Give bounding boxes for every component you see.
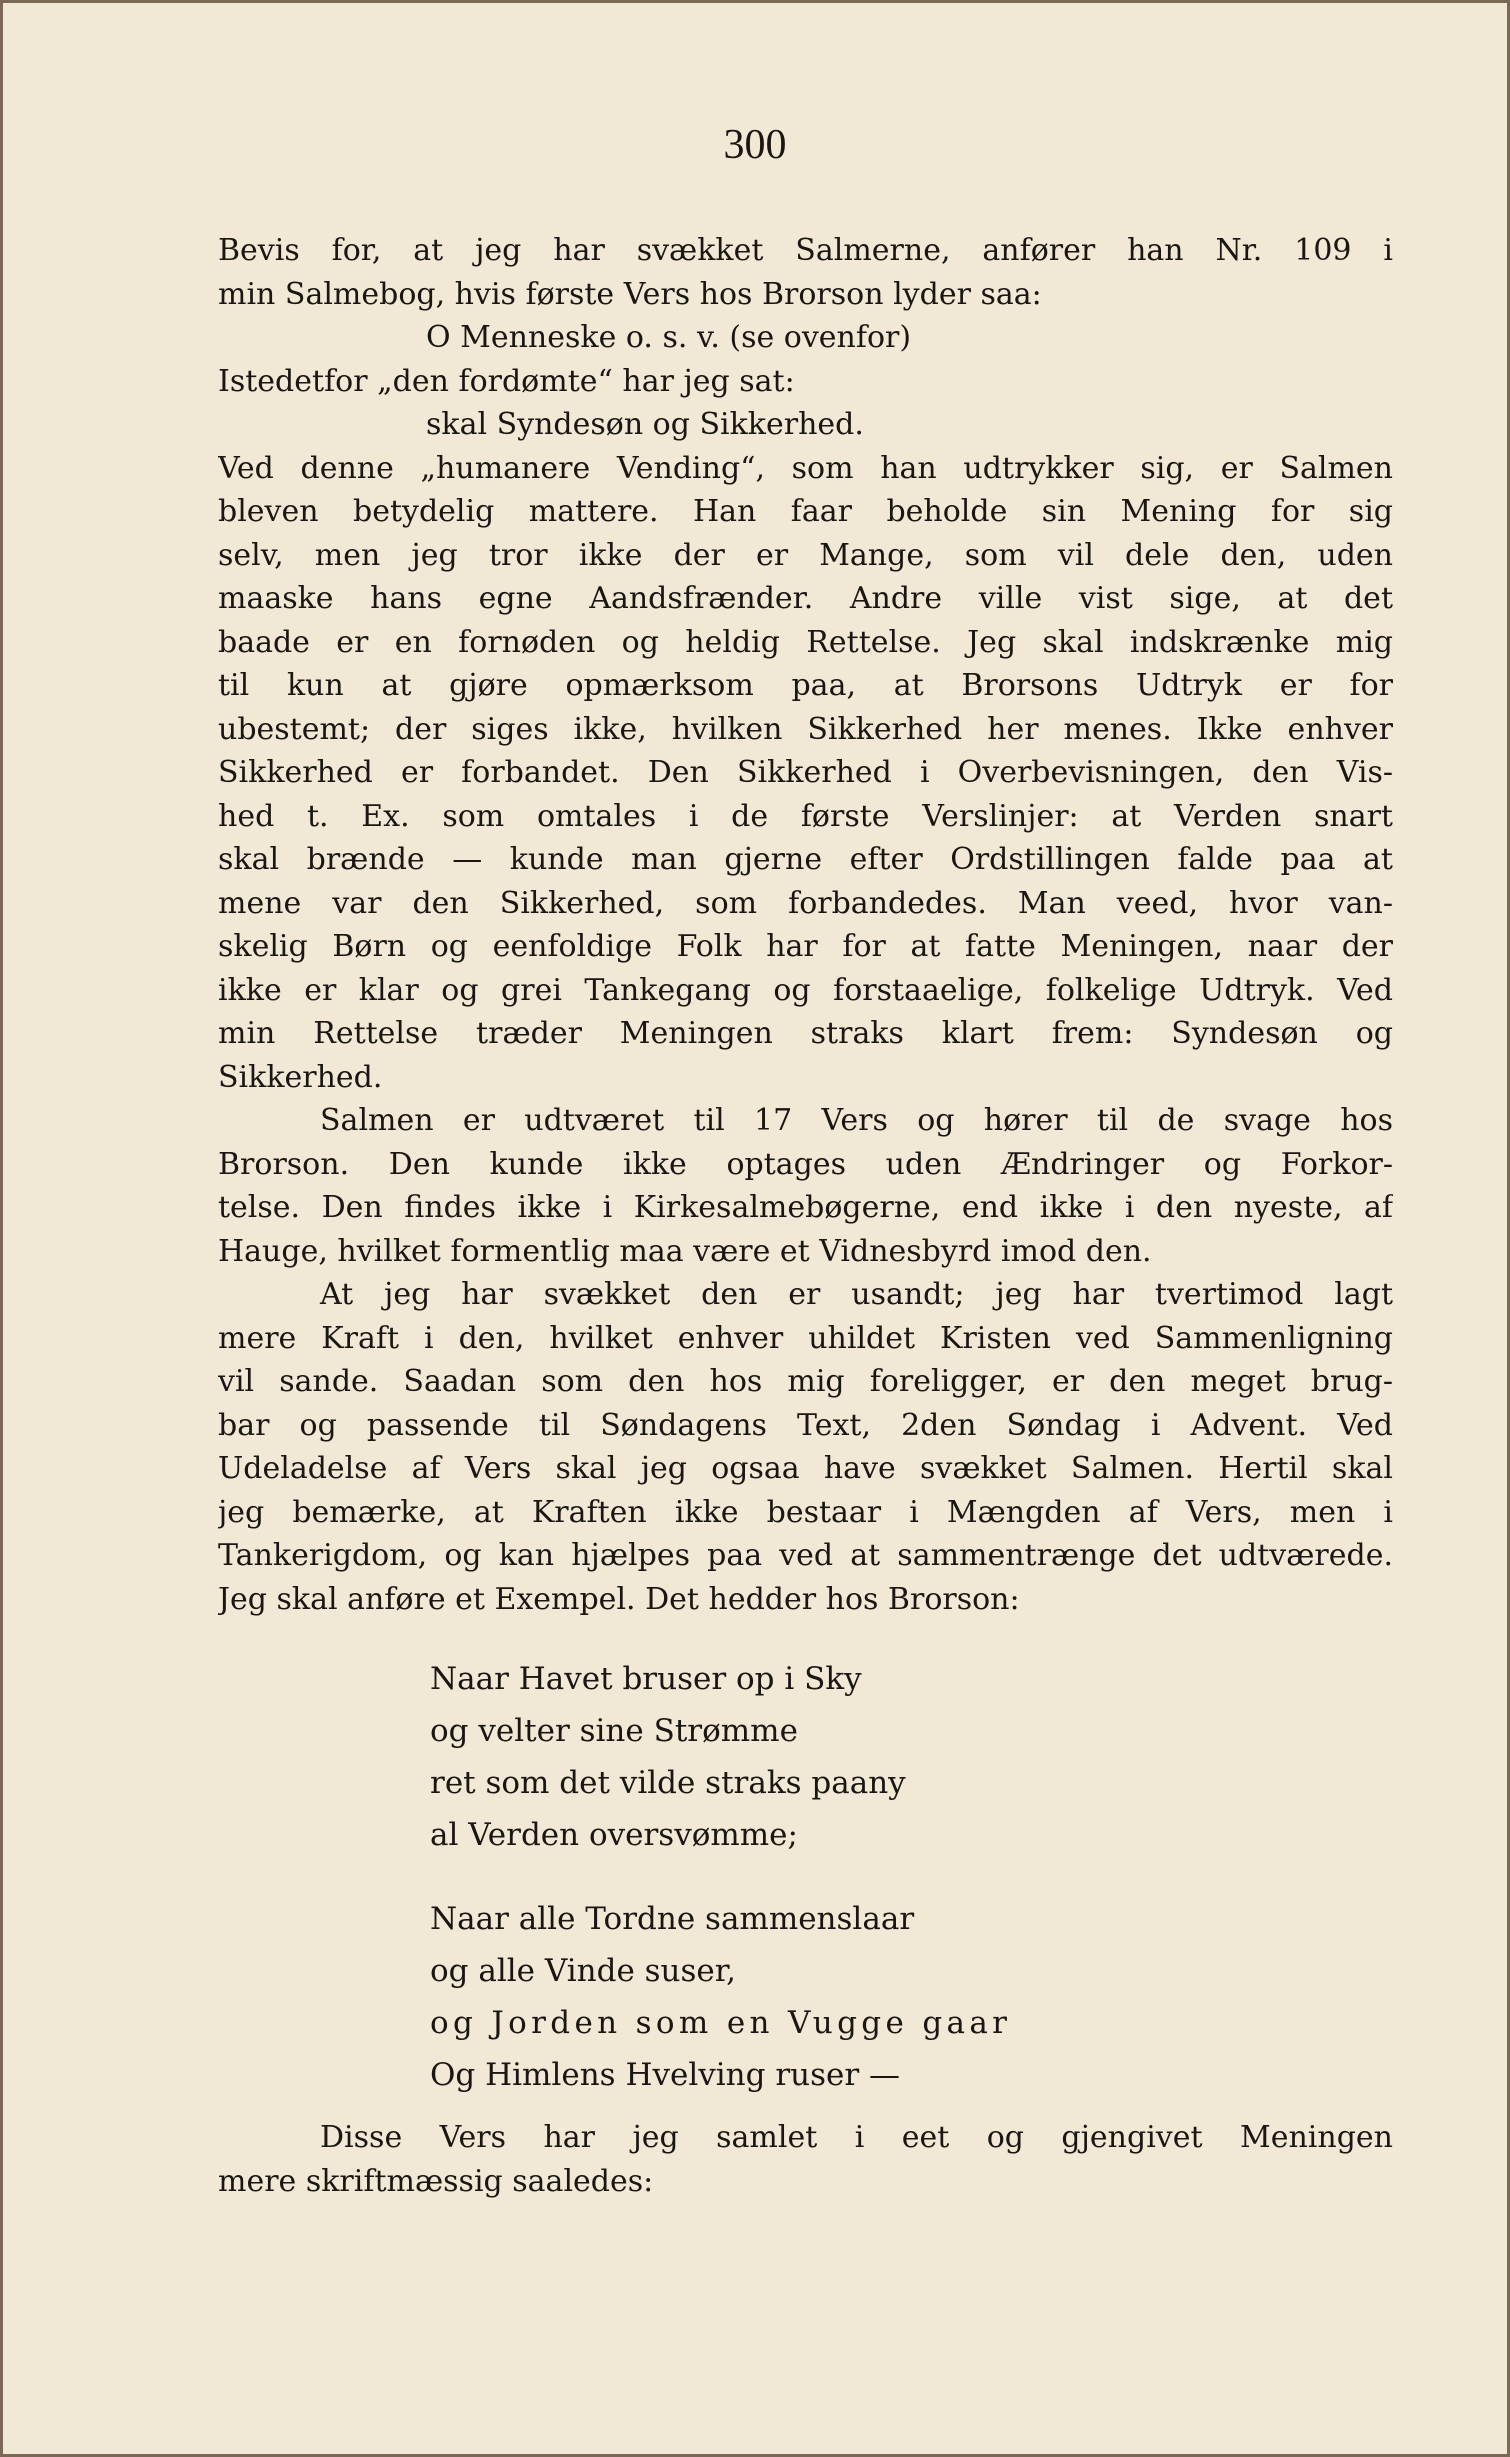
body-text	[218, 229, 1393, 1621]
text-line: mene var den Sikkerhed, som forbandedes. Man veed, hvor van-	[218, 885, 1393, 921]
text-line: mere Kraft i den, hvilket enhver uhildet Kristen ved Sammenligning	[218, 1320, 1393, 1356]
verse-line: og alle Vinde suser,	[430, 1953, 737, 1989]
page-number: 300	[723, 122, 787, 168]
text-line: Tankerigdom, og kan hjælpes paa ved at sammentrænge det udtværede.	[218, 1538, 1393, 1573]
text-line: Hauge, hvilket formentlig maa være et Vidnesbyrd imod den.	[218, 1233, 1152, 1269]
quoted-line: O Menneske o. s. v. (se ovenfor)	[426, 320, 912, 355]
verse-line: Naar alle Tordne sammenslaar	[430, 1901, 915, 1937]
text-line: Ved denne „humanere Vending“, som han udtrykker sig, er Salmen	[218, 450, 1393, 486]
text-line: selv, men jeg tror ikke der er Mange, som vil dele den, uden	[218, 537, 1393, 573]
text-line: min Salmebog, hvis første Vers hos Brorson lyder saa:	[218, 276, 1042, 312]
text-line: Udeladelse af Vers skal jeg ogsaa have svækket Salmen. Hertil skal	[218, 1451, 1393, 1486]
text-line: hed t. Ex. som omtales i de første Verslinjer: at Verden snart	[218, 798, 1393, 834]
text-line: At jeg har svækket den er usandt; jeg har tvertimod lagt	[320, 1277, 1393, 1312]
text-line: baade er en fornøden og heldig Rettelse. Jeg skal indskrænke mig	[218, 624, 1393, 660]
text-line: Istedetfor „den fordømte“ har jeg sat:	[218, 363, 795, 399]
text-line: til kun at gjøre opmærksom paa, at Brorsons Udtryk er for	[218, 668, 1393, 703]
text-line: min Rettelse træder Meningen straks klart frem: Syndesøn og	[218, 1016, 1393, 1051]
text-line: ubestemt; der siges ikke, hvilken Sikkerhed her menes. Ikke enhver	[218, 711, 1393, 747]
verse-stanza	[430, 1893, 1011, 2101]
verse-line: ret som det vilde straks paany	[430, 1765, 906, 1801]
text-line: bar og passende til Søndagens Text, 2den Søndag i Advent. Ved	[218, 1407, 1393, 1443]
text-line: Bevis for, at jeg har svækket Salmerne, anfører han Nr. 109 i	[218, 233, 1393, 268]
verse-stanza	[430, 1653, 906, 1861]
text-line: bleven betydelig mattere. Han faar beholde sin Mening for sig	[218, 494, 1393, 529]
verse-line: og Jorden som en Vugge gaar	[430, 2005, 1012, 2041]
text-line: skelig Børn og eenfoldige Folk har for at fatte Meningen, naar der	[218, 929, 1393, 964]
closing-text	[218, 2116, 1393, 2203]
text-line: Sikkerhed er forbandet. Den Sikkerhed i Overbevisningen, den Vis-	[218, 755, 1393, 790]
text-line: ikke er klar og grei Tankegang og forstaaelige, folkelige Udtryk. Ved	[218, 972, 1393, 1008]
text-line: Salmen er udtværet til 17 Vers og hører til de svage hos	[320, 1103, 1393, 1138]
text-line: Brorson. Den kunde ikke optages uden Ændringer og Forkor-	[218, 1146, 1393, 1182]
text-line: vil sande. Saadan som den hos mig foreligger, er den meget brug-	[218, 1364, 1393, 1399]
text-line: skal brænde — kunde man gjerne efter Ordstillingen falde paa at	[218, 842, 1393, 877]
verse-line: Naar Havet bruser op i Sky	[430, 1661, 862, 1697]
text-line: jeg bemærke, at Kraften ikke bestaar i Mængden af Vers, men i	[218, 1494, 1393, 1530]
quoted-line: skal Syndesøn og Sikkerhed.	[426, 407, 864, 442]
text-line: Disse Vers har jeg samlet i eet og gjengivet Meningen	[320, 2120, 1393, 2155]
verse-line: Og Himlens Hvelving ruser —	[430, 2057, 901, 2093]
text-line: mere skriftmæssig saaledes:	[218, 2163, 654, 2199]
text-line: maaske hans egne Aandsfrænder. Andre ville vist sige, at det	[218, 581, 1393, 616]
text-line: Jeg skal anføre et Exempel. Det hedder hos Brorson:	[218, 1581, 1020, 1617]
text-line: telse. Den findes ikke i Kirkesalmebøgerne, end ikke i den nyeste, af	[218, 1190, 1393, 1225]
verse-line: al Verden oversvømme;	[430, 1817, 798, 1853]
text-line: Sikkerhed.	[218, 1059, 383, 1095]
verse-line: og velter sine Strømme	[430, 1713, 798, 1749]
